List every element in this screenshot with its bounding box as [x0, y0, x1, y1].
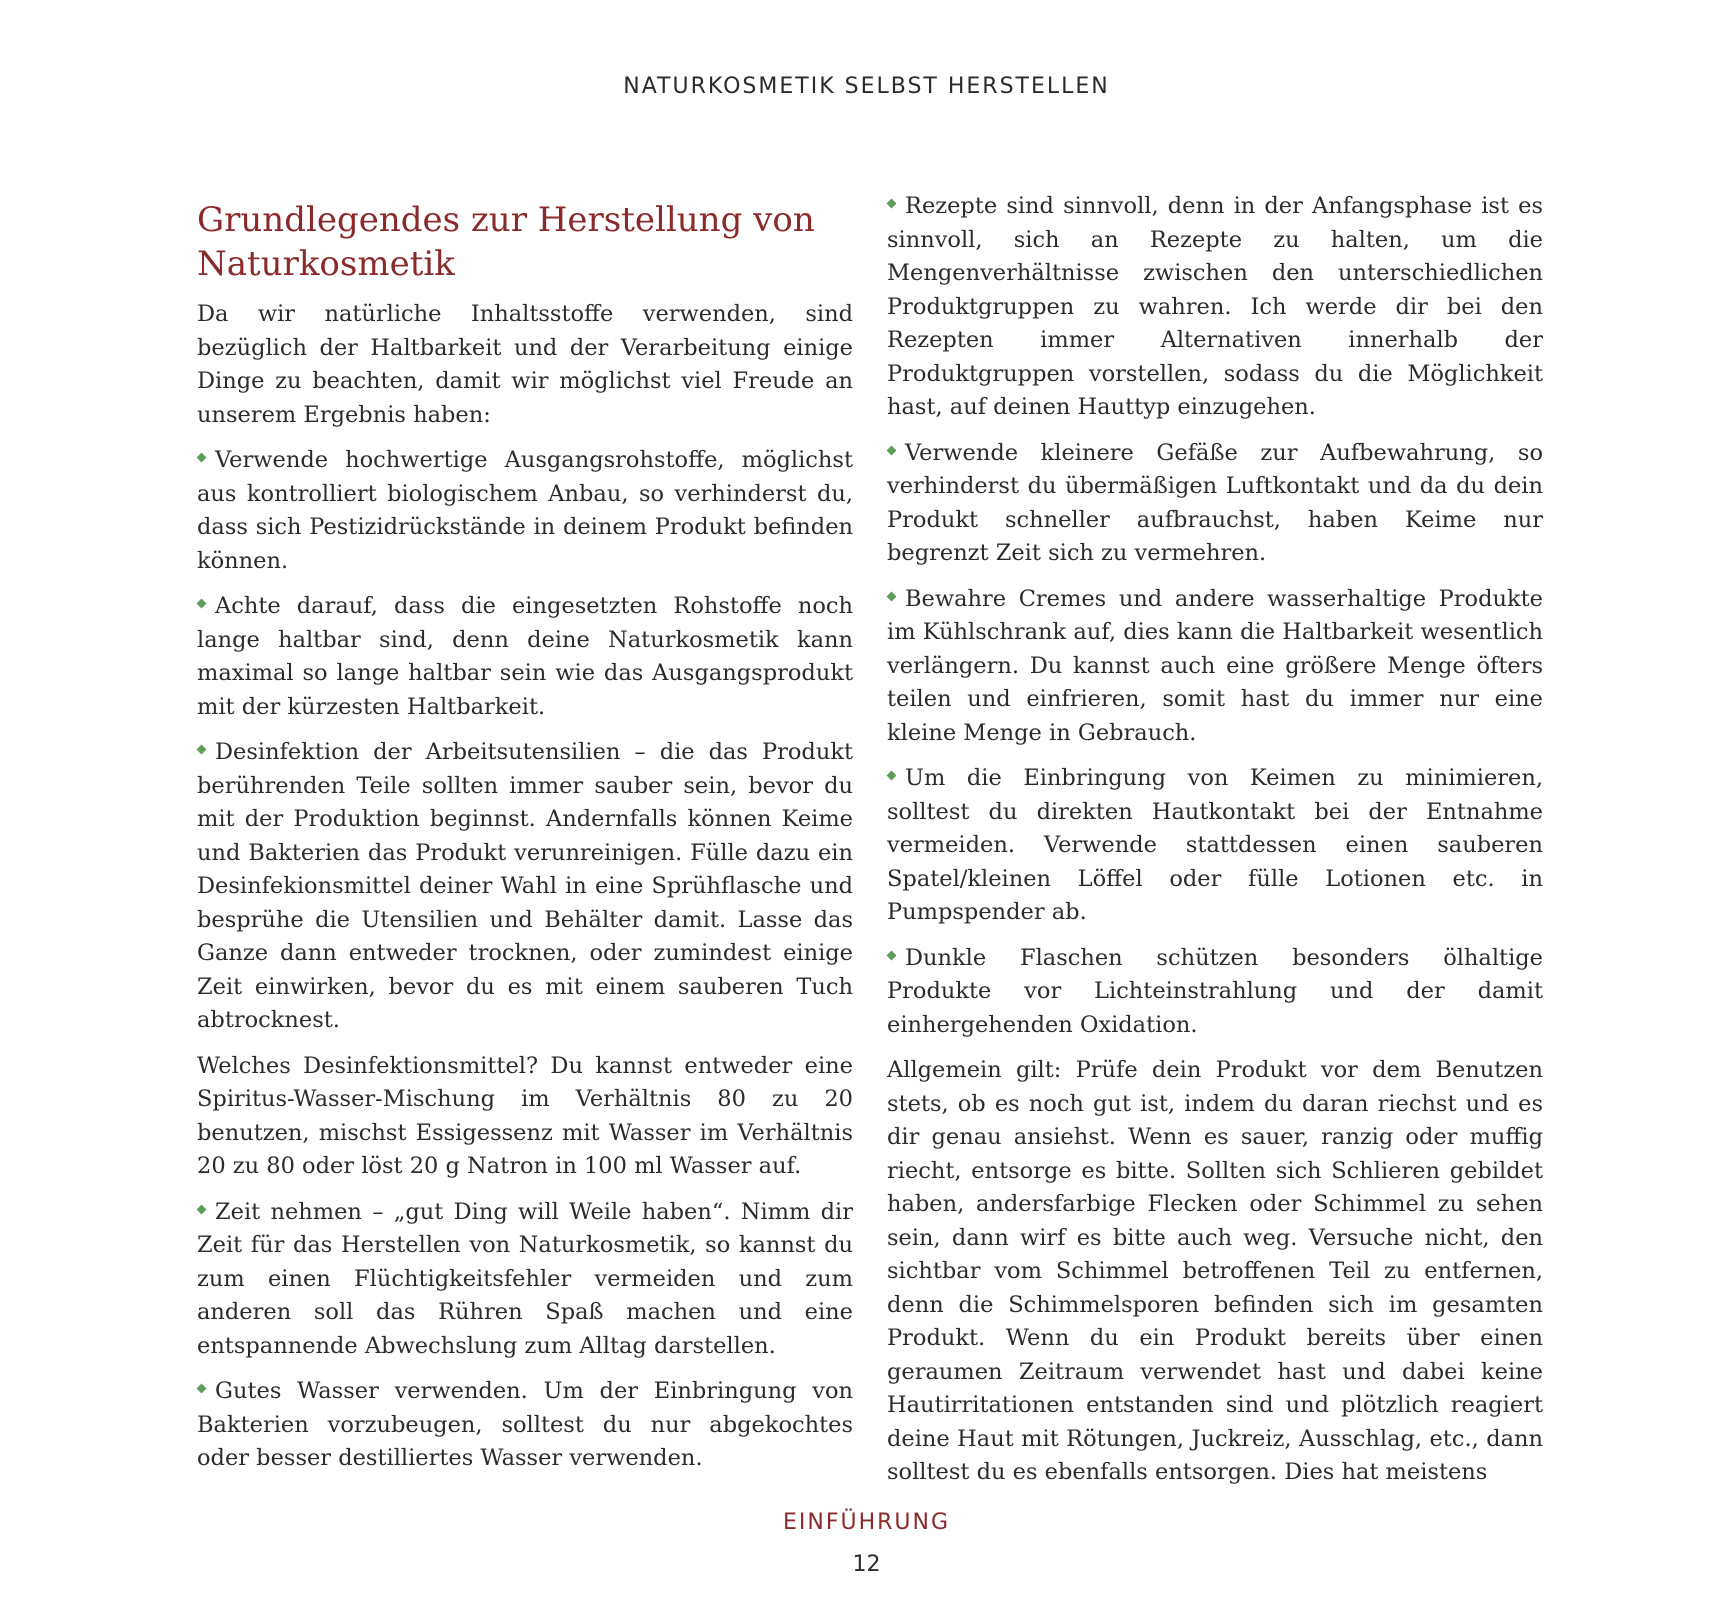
footer-section-title: EINFÜHRUNG: [782, 1510, 951, 1535]
diamond-bullet-icon: [887, 951, 897, 961]
section-heading: Grundlegendes zur Herstellung von Naturkosmetik: [197, 200, 815, 284]
diamond-bullet-icon: [197, 599, 207, 609]
diamond-bullet-icon: [887, 592, 897, 602]
bullet-item: Um die Einbringung von Keimen zu minimieren, solltest du direkten Hautkontakt bei der Entnahme vermeiden. Verwende stattdessen einen sauberen Spatel/kleinen Löffel oder fülle Lotionen etc. in Pumpspender ab.: [887, 765, 1543, 925]
disinfectant-paragraph: Welches Desinfektionsmittel? Du kannst entweder eine Spiritus-Wasser-Mischung im Verhältnis 80 zu 20 benutzen, mischst Essigessenz mit Wasser im Verhältnis 20 zu 80 oder löst 20 g Natron in 100 ml Wasser auf.: [197, 1052, 853, 1179]
bullet-item: Rezepte sind sinnvoll, denn in der Anfangsphase ist es sinnvoll, sich an Rezepte zu halten, um die Mengenverhältnisse zwischen den unterschiedlichen Produktgruppen zu wahren. Ich werde dir bei den Rezepten immer Alternativen innerhalb der Produktgruppen vorstellen, sodass du die Möglichkeit hast, auf deinen Hauttyp einzugehen.: [887, 193, 1543, 420]
diamond-bullet-icon: [887, 446, 897, 456]
bullet-item: Verwende hochwertige Ausgangsrohstoffe, möglichst aus kontrolliert biologischem Anbau, so verhinderst du, dass sich Pestizidrückstände in deinem Produkt befinden können.: [197, 447, 853, 574]
bullet-item: Gutes Wasser verwenden. Um der Einbringung von Bakterien vorzubeugen, solltest du nur abgekochtes oder besser destilliertes Wasser verwenden.: [197, 1378, 853, 1471]
diamond-bullet-icon: [887, 199, 897, 209]
bullet-item: Zeit nehmen – „gut Ding will Weile haben“. Nimm dir Zeit für das Herstellen von Naturkosmetik, so kannst du zum einen Flüchtigkeitsfehler vermeiden und zum anderen soll das Rühren Spaß machen und eine entspannende Abwechslung zum Alltag darstellen.: [197, 1198, 853, 1359]
right-column: [887, 190, 1543, 1502]
page-number: 12: [852, 1552, 881, 1577]
bullet-item: Dunkle Flaschen schützen besonders ölhaltige Produkte vor Lichteinstrahlung und der damit einhergehenden Oxidation.: [887, 944, 1543, 1038]
intro-paragraph: Da wir natürliche Inhaltsstoffe verwenden, sind bezüglich der Haltbarkeit und der Verarbeitung einige Dinge zu beachten, damit wir möglichst viel Freude an unserem Ergebnis haben:: [197, 301, 853, 428]
diamond-bullet-icon: [197, 1205, 207, 1215]
closing-paragraph: Allgemein gilt: Prüfe dein Produkt vor dem Benutzen stets, ob es noch gut ist, indem du daran riechst und es dir genau ansiehst. Wenn es sauer, ranzig oder muffig riecht, entsorge es bitte. Sollten sich Schlieren gebildet haben, andersfarbige Flecken oder Schimmel zu sehen sein, dann wirf es bitte auch weg. Versuche nicht, den sichtbar vom Schimmel betroffenen Teil zu entfernen, denn die Schimmelsporen befinden sich im gesamten Produkt. Wenn du ein Produkt bereits über einen geraumen Zeitraum verwendet hast und dabei keine Hautirritationen entstanden sind und plötzlich reagiert deine Haut mit Rötungen, Juckreiz, Ausschlag, etc., dann solltest du es ebenfalls entsorgen. Dies hat meistens: [887, 1057, 1543, 1485]
left-column: [197, 190, 853, 1488]
diamond-bullet-icon: [197, 1384, 207, 1394]
diamond-bullet-icon: [197, 453, 207, 463]
diamond-bullet-icon: [197, 745, 207, 755]
bullet-item: Bewahre Cremes und andere wasserhaltige Produkte im Kühlschrank auf, dies kann die Haltbarkeit wesentlich verlängern. Du kannst auch eine größere Menge öfters teilen und einfrieren, somit hast du immer nur eine kleine Menge in Gebrauch.: [887, 585, 1543, 746]
bullet-item: Verwende kleinere Gefäße zur Aufbewahrung, so verhinderst du übermäßigen Luftkontakt und da du dein Produkt schneller aufbrauchst, haben Keime nur begrenzt Zeit sich zu vermehren.: [887, 439, 1543, 566]
diamond-bullet-icon: [887, 771, 897, 781]
bullet-item: Desinfektion der Arbeitsutensilien – die das Produkt berührenden Teile sollten immer sauber sein, bevor du mit der Produktion beginnst. Andernfalls können Keime und Bakterien das Produkt verunreinigen. Fülle dazu ein Desinfekionsmittel deiner Wahl in eine Sprühflasche und besprühe die Utensilien und Behälter damit. Lasse das Ganze dann entweder trocknen, oder zumindest einige Zeit einwirken, bevor du es mit einem sauberen Tuch abtrocknest.: [197, 739, 853, 1033]
running-head: NATURKOSMETIK SELBST HERSTELLEN: [623, 74, 1110, 99]
bullet-item: Achte darauf, dass die eingesetzten Rohstoffe noch lange haltbar sind, denn deine Naturkosmetik kann maximal so lange haltbar sein wie das Ausgangsprodukt mit der kürzesten Haltbarkeit.: [197, 593, 853, 720]
